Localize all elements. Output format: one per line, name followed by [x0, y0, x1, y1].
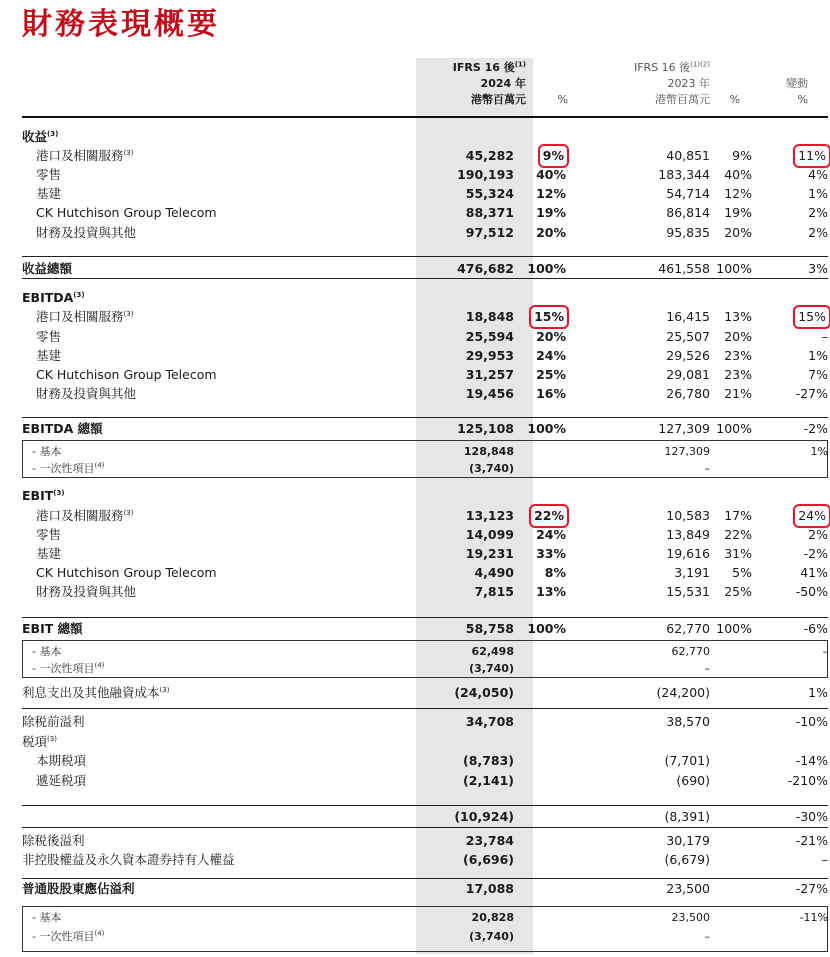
row-label-text: CK Hutchison Group Telecom: [36, 367, 217, 382]
table-row: [22, 147, 828, 165]
footnote-marker: (4): [94, 461, 105, 470]
value-2023: 16,415: [666, 309, 710, 324]
percent-2024: 8%: [544, 565, 566, 580]
row-label: [22, 713, 85, 731]
value-2024: 476,682: [457, 261, 514, 276]
table-row: [22, 772, 828, 790]
percent-2024: 24%: [536, 527, 566, 542]
table-row: [22, 308, 828, 326]
row-label-text: EBITDA: [22, 290, 74, 305]
row-label: [36, 347, 61, 365]
value-2023: 29,081: [666, 367, 710, 382]
table-row: [22, 851, 828, 869]
row-label-text: - 基本: [32, 445, 62, 458]
row-label: [32, 443, 61, 461]
change-percent: -2%: [803, 546, 828, 561]
value-2023: (6,679): [664, 852, 710, 867]
row-label-text: - 基本: [32, 645, 62, 658]
row-label-text: 税項: [22, 734, 48, 749]
value-2024: 19,231: [465, 546, 514, 561]
table-row: [22, 752, 828, 770]
table-row: [22, 224, 828, 242]
row-label: [22, 128, 58, 146]
percent-2024: 40%: [536, 167, 566, 182]
footnote-marker: (3): [47, 734, 57, 743]
change-percent: 1%: [808, 685, 828, 700]
change-percent: 3%: [808, 261, 828, 276]
row-label: [36, 526, 61, 544]
value-2024: 13,123: [465, 508, 514, 523]
change-percent: -27%: [795, 386, 828, 401]
value-2023: 30,179: [666, 833, 710, 848]
table-row: [22, 660, 828, 678]
table-row: [22, 832, 828, 850]
table-row: [22, 684, 828, 702]
value-2024: 31,257: [465, 367, 514, 382]
value-2024: 88,371: [465, 205, 514, 220]
row-label: [36, 366, 217, 384]
value-2024: 190,193: [457, 167, 514, 182]
value-2024: 17,088: [465, 881, 514, 896]
row-label-text: 港口及相關服務: [36, 508, 124, 523]
row-label: [36, 166, 61, 184]
change-percent: -21%: [795, 833, 828, 848]
change-percent: –: [821, 852, 828, 867]
row-label: [36, 224, 136, 242]
value-2024: (3,740): [469, 930, 514, 943]
value-2023: –: [704, 930, 710, 943]
table-row: [22, 713, 828, 731]
value-2023: 54,714: [666, 186, 710, 201]
percent-2024: 13%: [536, 584, 566, 599]
table-row: [22, 545, 828, 563]
row-label-text: 基建: [36, 348, 62, 363]
value-2023: (8,391): [664, 809, 710, 824]
header-2023-line3: 港幣百萬元: [655, 93, 710, 106]
footnote-marker: (3): [53, 488, 65, 497]
table-row: [22, 643, 828, 661]
row-label: [36, 752, 86, 770]
percent-2024: 100%: [527, 621, 566, 636]
percent-2024: 20%: [536, 329, 566, 344]
value-2024: (3,740): [469, 462, 514, 475]
value-2023: 127,309: [664, 445, 710, 458]
table-row: [22, 507, 828, 525]
row-label: [22, 620, 83, 638]
footnote-marker: (4): [94, 661, 105, 670]
row-label-text: CK Hutchison Group Telecom: [36, 565, 217, 580]
footnote-marker: (3): [73, 290, 85, 299]
row-label: [22, 420, 103, 438]
value-2024: 45,282: [465, 148, 514, 163]
table-row: [22, 808, 828, 826]
row-label: [22, 487, 65, 505]
value-2023: 62,770: [671, 645, 710, 658]
value-2023: 40,851: [666, 148, 710, 163]
row-label: [36, 583, 136, 601]
footnote-marker: (3): [123, 309, 134, 318]
row-label: [36, 204, 217, 222]
header-change-line1: 變動: [786, 77, 808, 90]
header-2023-note: (1)(2): [690, 60, 710, 69]
table-row: [22, 620, 828, 638]
value-2023: (24,200): [656, 685, 710, 700]
value-2024: 23,784: [465, 833, 514, 848]
value-2024: 19,456: [465, 386, 514, 401]
table-row: [22, 385, 828, 403]
percent-2023: 100%: [716, 261, 752, 276]
value-2023: 62,770: [666, 621, 710, 636]
value-2023: 38,570: [666, 714, 710, 729]
value-2023: –: [704, 462, 710, 475]
row-label-text: 財務及投資與其他: [36, 386, 137, 401]
header-pct-2023: %: [729, 93, 740, 106]
value-2024: 97,512: [465, 225, 514, 240]
table-row: [22, 928, 828, 946]
value-2024: 58,758: [465, 621, 514, 636]
value-2024: (8,783): [463, 753, 514, 768]
table-row: [22, 328, 828, 346]
change-percent: 1%: [808, 348, 828, 363]
row-label-text: EBIT: [22, 488, 54, 503]
value-2024: 55,324: [465, 186, 514, 201]
row-label: [36, 545, 61, 563]
change-percent: -50%: [795, 584, 828, 599]
table-row: [22, 366, 828, 384]
row-label: [22, 289, 85, 307]
header-pct-2024: %: [557, 93, 568, 106]
value-2024: (24,050): [454, 685, 514, 700]
change-percent: –: [822, 645, 828, 658]
row-label: [36, 385, 136, 403]
header-2024-line1: IFRS 16 後: [452, 61, 515, 74]
row-label: [36, 308, 133, 326]
row-label-text: 零售: [36, 329, 62, 344]
row-label: [36, 147, 133, 165]
header-2024-line2: 2024 年: [480, 77, 526, 90]
change-percent: -2%: [803, 421, 828, 436]
row-label-text: - 一次性項目: [32, 662, 95, 675]
table-row: [22, 128, 828, 146]
change-percent: 4%: [808, 167, 828, 182]
page-title: 財務表現概要: [22, 7, 220, 42]
change-percent: -11%: [799, 911, 828, 924]
change-percent: 24%: [798, 508, 826, 523]
value-2024: 25,594: [465, 329, 514, 344]
percent-2023: 40%: [724, 167, 752, 182]
row-label-text: 收益總額: [22, 261, 73, 276]
row-label: [22, 733, 57, 751]
table-row: [22, 443, 828, 461]
row-label-text: 遞延税項: [36, 773, 87, 788]
row-label-text: EBIT 總額: [22, 621, 83, 636]
value-2023: 26,780: [666, 386, 710, 401]
value-2023: 3,191: [674, 565, 710, 580]
change-percent: –: [821, 329, 828, 344]
change-percent: 1%: [810, 445, 828, 458]
value-2024: 18,848: [465, 309, 514, 324]
percent-2024: 20%: [536, 225, 566, 240]
percent-2024: 9%: [542, 148, 564, 163]
percent-2023: 13%: [724, 309, 752, 324]
percent-2023: 17%: [724, 508, 752, 523]
table-row: [22, 289, 828, 307]
row-label-text: 財務及投資與其他: [36, 225, 137, 240]
value-2023: 13,849: [666, 527, 710, 542]
percent-2023: 31%: [724, 546, 752, 561]
table-row: [22, 204, 828, 222]
percent-2023: 100%: [716, 621, 752, 636]
percent-2023: 25%: [724, 584, 752, 599]
table-row: [22, 185, 828, 203]
value-2023: (690): [676, 773, 710, 788]
value-2023: 19,616: [666, 546, 710, 561]
row-label: [22, 880, 135, 898]
percent-2023: 12%: [724, 186, 752, 201]
header-2023-line2: 2023 年: [667, 77, 710, 90]
footnote-marker: (3): [159, 685, 170, 694]
value-2024: (10,924): [454, 809, 514, 824]
row-label-text: 零售: [36, 167, 62, 182]
row-label: [22, 684, 169, 702]
value-2023: 461,558: [658, 261, 710, 276]
value-2024: (2,141): [463, 773, 514, 788]
percent-2023: 20%: [724, 329, 752, 344]
percent-2024: 33%: [536, 546, 566, 561]
value-2024: 14,099: [465, 527, 514, 542]
row-label-text: 基建: [36, 186, 62, 201]
percent-2023: 5%: [732, 565, 752, 580]
percent-2024: 15%: [534, 309, 564, 324]
row-label-text: 收益: [22, 129, 48, 144]
change-percent: 7%: [808, 367, 828, 382]
change-percent: 2%: [808, 225, 828, 240]
value-2023: –: [704, 662, 710, 675]
row-label-text: EBITDA 總額: [22, 421, 103, 436]
percent-2024: 19%: [536, 205, 566, 220]
row-label: [22, 832, 85, 850]
table-row: [22, 260, 828, 278]
change-percent: -210%: [787, 773, 828, 788]
row-label: [32, 928, 104, 946]
footnote-marker: (3): [123, 148, 134, 157]
row-label: [32, 460, 104, 478]
percent-2023: 22%: [724, 527, 752, 542]
header-change-line2: %: [797, 93, 808, 106]
change-percent: 11%: [798, 148, 826, 163]
table-row: [22, 347, 828, 365]
value-2023: (7,701): [664, 753, 710, 768]
row-label: [22, 851, 235, 869]
header-2023-line1: IFRS 16 後: [633, 61, 691, 74]
change-percent: 2%: [808, 527, 828, 542]
row-label: [36, 507, 133, 525]
row-label: [36, 564, 217, 582]
value-2023: 29,526: [666, 348, 710, 363]
value-2024: (6,696): [463, 852, 514, 867]
row-label-text: 普通股股東應佔溢利: [22, 881, 135, 896]
value-2023: 183,344: [658, 167, 710, 182]
percent-2023: 9%: [732, 148, 752, 163]
row-label: [32, 660, 104, 678]
table-row: [22, 909, 828, 927]
table-row: [22, 166, 828, 184]
row-label: [36, 185, 61, 203]
row-label-text: 零售: [36, 527, 62, 542]
row-label: [32, 643, 61, 661]
footnote-marker: (3): [47, 129, 59, 138]
percent-2024: 100%: [527, 261, 566, 276]
row-label-text: CK Hutchison Group Telecom: [36, 205, 217, 220]
value-2023: 15,531: [666, 584, 710, 599]
change-percent: -27%: [795, 881, 828, 896]
row-label-text: 非控股權益及永久資本證券持有人權益: [22, 852, 235, 867]
percent-2024: 100%: [527, 421, 566, 436]
footnote-marker: (3): [123, 508, 134, 517]
value-2023: 86,814: [666, 205, 710, 220]
row-label-text: - 一次性項目: [32, 930, 95, 943]
row-label-text: 利息支出及其他融資成本: [22, 685, 160, 700]
value-2024: 62,498: [471, 645, 514, 658]
row-label-text: 本期税項: [36, 753, 87, 768]
row-label: [36, 772, 86, 790]
value-2023: 25,507: [666, 329, 710, 344]
value-2024: 4,490: [474, 565, 514, 580]
percent-2023: 19%: [724, 205, 752, 220]
change-percent: 1%: [808, 186, 828, 201]
change-percent: 15%: [798, 309, 826, 324]
table-row: [22, 526, 828, 544]
row-label: [22, 260, 72, 278]
change-percent: -30%: [795, 809, 828, 824]
change-percent: -14%: [795, 753, 828, 768]
change-percent: 2%: [808, 205, 828, 220]
percent-2023: 20%: [724, 225, 752, 240]
header-2024-note: (1): [514, 60, 526, 69]
table-row: [22, 487, 828, 505]
row-label-text: 港口及相關服務: [36, 148, 124, 163]
value-2024: 7,815: [474, 584, 514, 599]
value-2024: 34,708: [465, 714, 514, 729]
value-2023: 10,583: [666, 508, 710, 523]
change-percent: 41%: [800, 565, 828, 580]
percent-2024: 16%: [536, 386, 566, 401]
table-row: [22, 564, 828, 582]
row-label-text: 除税後溢利: [22, 833, 85, 848]
change-percent: -6%: [803, 621, 828, 636]
table-row: [22, 420, 828, 438]
percent-2023: 23%: [724, 348, 752, 363]
table-row: [22, 880, 828, 898]
percent-2024: 22%: [534, 508, 564, 523]
table-row: [22, 733, 828, 751]
row-label-text: - 基本: [32, 911, 62, 924]
percent-2023: 100%: [716, 421, 752, 436]
value-2024: 29,953: [465, 348, 514, 363]
row-label-text: 除税前溢利: [22, 714, 85, 729]
value-2023: 23,500: [671, 911, 710, 924]
row-label-text: 基建: [36, 546, 62, 561]
footnote-marker: (4): [94, 929, 105, 938]
percent-2024: 12%: [536, 186, 566, 201]
value-2024: 128,848: [463, 445, 514, 458]
table-row: [22, 460, 828, 478]
value-2023: 127,309: [658, 421, 710, 436]
value-2024: 20,828: [471, 911, 514, 924]
row-label-text: 財務及投資與其他: [36, 584, 137, 599]
value-2024: (3,740): [469, 662, 514, 675]
table-row: [22, 583, 828, 601]
header-2024-line3: 港幣百萬元: [471, 93, 526, 106]
percent-2023: 23%: [724, 367, 752, 382]
percent-2024: 24%: [536, 348, 566, 363]
value-2024: 125,108: [457, 421, 514, 436]
percent-2024: 25%: [536, 367, 566, 382]
value-2023: 23,500: [666, 881, 710, 896]
change-percent: -10%: [795, 714, 828, 729]
row-label: [32, 909, 61, 927]
value-2023: 95,835: [666, 225, 710, 240]
row-label-text: 港口及相關服務: [36, 309, 124, 324]
percent-2023: 21%: [724, 386, 752, 401]
row-label-text: - 一次性項目: [32, 462, 95, 475]
row-label: [36, 328, 61, 346]
